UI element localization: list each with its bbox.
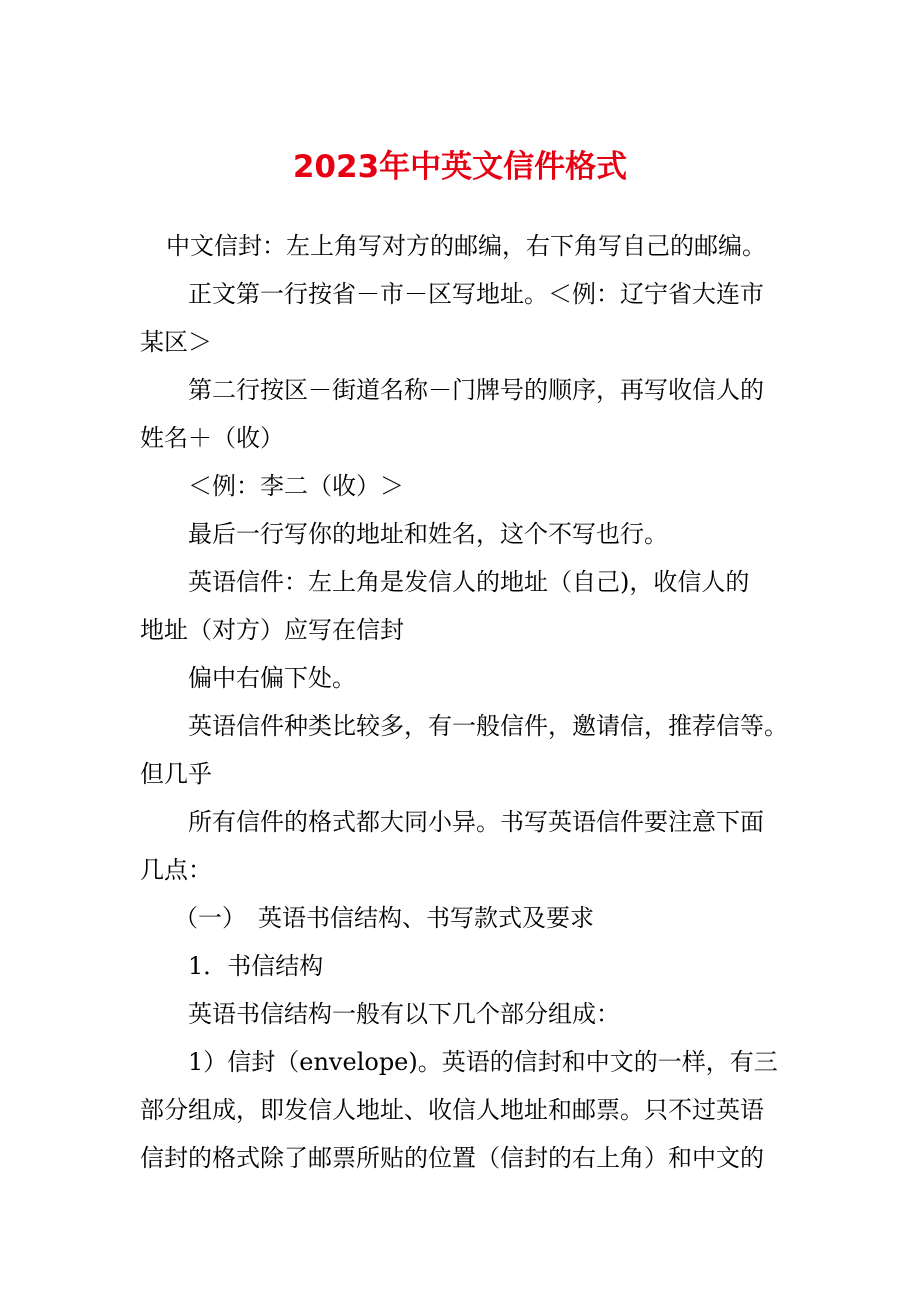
paragraph-letter-types [140,702,800,798]
paragraph-envelope-chinese [140,222,800,270]
subheading-letter-structure [140,942,800,990]
document-body [140,222,800,1182]
paragraph-line: 某区＞ [140,328,212,356]
paragraph-line: 姓名＋（收） [140,424,284,452]
paragraph-line: 所有信件的格式都大同小异。书写英语信件要注意下面 [188,808,764,836]
paragraph-line: 1．书信结构 [188,952,324,980]
paragraph-position [140,654,800,702]
paragraph-english-envelope [140,558,800,654]
paragraph-line: （一） 英语书信结构、书写款式及要求 [174,904,594,932]
paragraph-line: 正文第一行按省－市－区写地址。＜例：辽宁省大连市 [188,280,764,308]
paragraph-envelope-item [140,1038,800,1182]
paragraph-line: 但几乎 [140,760,212,788]
paragraph-last-line [140,510,800,558]
paragraph-line: 部分组成，即发信人地址、收信人地址和邮票。只不过英语 [140,1096,764,1124]
paragraph-second-line-address [140,366,800,462]
paragraph-line: 英语信件种类比较多，有一般信件，邀请信，推荐信等。 [188,712,788,740]
paragraph-first-line-address [140,270,800,366]
paragraph-line: 几点： [140,856,212,884]
paragraph-line: 信封的格式除了邮票所贴的位置（信封的右上角）和中文的 [140,1144,764,1172]
paragraph-line: ＜例：李二（收）＞ [188,472,404,500]
paragraph-line: 中文信封：左上角写对方的邮编，右下角写自己的邮编。 [166,232,766,260]
paragraph-line: 偏中右偏下处。 [188,664,356,692]
paragraph-line: 最后一行写你的地址和姓名，这个不写也行。 [188,520,668,548]
paragraph-structure-intro [140,990,800,1038]
paragraph-example-recipient [140,462,800,510]
paragraph-line: 英语书信结构一般有以下几个部分组成： [188,1000,620,1028]
paragraph-line: 英语信件：左上角是发信人的地址（自己)，收信人的 [188,568,750,596]
paragraph-line: 地址（对方）应写在信封 [140,616,404,644]
paragraph-line: 第二行按区－街道名称－门牌号的顺序，再写收信人的 [188,376,764,404]
section-heading-one [140,894,800,942]
document-title: 2023年中英文信件格式 [292,149,628,185]
paragraph-line: 1）信封（envelope)。英语的信封和中文的一样，有三 [188,1048,778,1076]
paragraph-format-similar [140,798,800,894]
